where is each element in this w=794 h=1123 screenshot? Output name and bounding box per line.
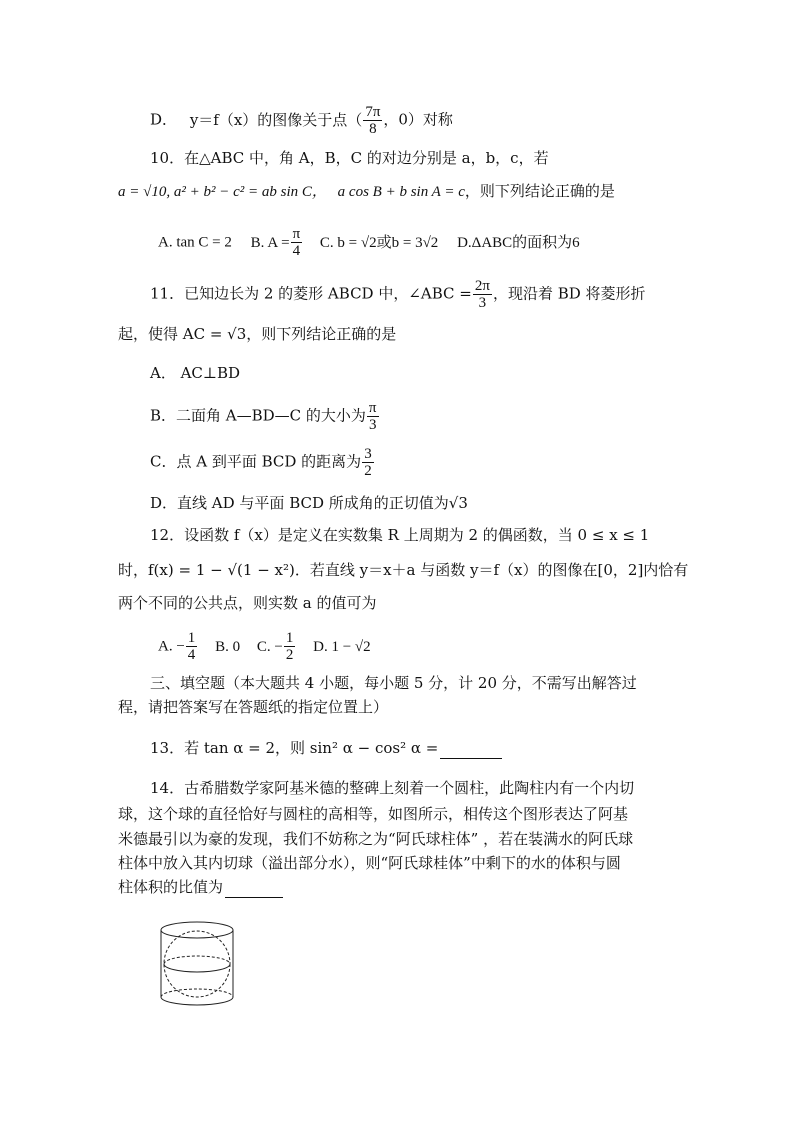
q10-cond2: a cos B + b sin A = c bbox=[337, 184, 465, 200]
q14-line1: 14．古希腊数学家阿基米德的整碑上刻着一个圆柱，此陶柱内有一个内切 bbox=[150, 779, 635, 797]
q11-optc-lead: C．点 A 到平面 BCD 的距离为 bbox=[150, 452, 362, 471]
q12-opta-frac bbox=[186, 630, 198, 663]
q12-optc-num: 1 bbox=[285, 630, 294, 646]
q12-option-b: B. 0 bbox=[215, 638, 241, 655]
q10-option-b-frac bbox=[291, 226, 303, 259]
sphere-equator-front bbox=[164, 964, 230, 972]
q12-optc-lead: C. − bbox=[256, 638, 283, 655]
q10-cond-tail: ，则下列结论正确的是 bbox=[464, 182, 615, 200]
q9-frac-den: 8 bbox=[369, 121, 377, 137]
q14-line5 bbox=[118, 877, 283, 898]
q11-line1-lead: 11．已知边长为 2 的菱形 ABCD 中，∠ABC = bbox=[150, 284, 472, 303]
q9-optd-lead: y＝f（x）的图像关于点（ bbox=[189, 110, 363, 129]
q12-opta-den: 4 bbox=[187, 647, 196, 663]
q14-answer-blank bbox=[225, 877, 283, 898]
cylinder-bottom-front bbox=[161, 997, 233, 1005]
q14-line4: 柱体中放入其内切球（溢出部分水），则“阿氏球桂体”中剩下的水的体积与圆 bbox=[118, 854, 621, 872]
cylinder-top-ellipse bbox=[161, 922, 233, 938]
q11-optc-num: 3 bbox=[364, 446, 372, 462]
q12-option-d: D. 1 − √2 bbox=[313, 638, 371, 655]
q11-line1-tail: ，现沿着 BD 将菱形折 bbox=[492, 284, 646, 303]
q9-optd-fraction bbox=[363, 104, 382, 137]
q11-stem-line1 bbox=[150, 278, 646, 311]
q11-optc-frac bbox=[362, 446, 374, 479]
q11-frac-num: 2π bbox=[474, 278, 490, 294]
q12-stem-line1: 12．设函数 f（x）是定义在实数集 R 上周期为 2 的偶函数，当 0 ≤ x ≤ 1 bbox=[150, 526, 650, 544]
q9-optd-tail: ，0）对称 bbox=[383, 110, 453, 129]
q10-stem-line2 bbox=[118, 181, 615, 202]
q11-optb-den: 3 bbox=[368, 417, 377, 433]
cylinder-sphere-figure bbox=[155, 918, 245, 1010]
q11-option-a: A． AC⊥BD bbox=[150, 364, 241, 382]
q10-option-a: A. tan C = 2 bbox=[158, 234, 232, 251]
q11-line1-frac bbox=[473, 278, 492, 311]
q13-line bbox=[150, 738, 502, 759]
q10-optb-num: π bbox=[292, 226, 301, 242]
q12-opta-num: 1 bbox=[187, 630, 196, 646]
q10-cond1: a = √10, a² + b² − c² = ab sin C， bbox=[118, 184, 327, 200]
q12-opta-lead: A. − bbox=[158, 638, 185, 655]
sphere-equator-back bbox=[164, 956, 230, 964]
q12-options bbox=[158, 630, 371, 663]
q11-optc-den: 2 bbox=[364, 463, 372, 479]
q14-line3: 米德最引以为豪的发现，我们不妨称之为“阿氏球柱体” ，若在装满水的阿氏球 bbox=[118, 830, 634, 848]
q14-line5-text: 柱体积的比值为 bbox=[118, 878, 224, 896]
q10-optb-den: 4 bbox=[292, 243, 301, 259]
q11-option-d: D．直线 AD 与平面 BCD 所成角的正切值为√3 bbox=[150, 494, 468, 512]
q10-stem-line1: 10．在△ABC 中，角 A，B，C 的对边分别是 a，b，c，若 bbox=[150, 149, 549, 167]
q9-option-d bbox=[150, 104, 453, 137]
cylinder-bottom-back bbox=[161, 989, 233, 997]
q10-option-d: D.ΔABC的面积为6 bbox=[457, 234, 580, 251]
q11-optb-frac bbox=[367, 400, 379, 433]
q11-optb-lead: B．二面角 A—BD—C 的大小为 bbox=[150, 406, 366, 425]
section3-heading-line1: 三、填空题（本大题共 4 小题，每小题 5 分，计 20 分，不需写出解答过 bbox=[150, 674, 637, 692]
q12-optc-den: 2 bbox=[285, 647, 294, 663]
q11-frac-den: 3 bbox=[478, 295, 487, 311]
q14-line2: 球，这个球的直径恰好与圆柱的高相等，如图所示，相传这个图形表达了阿基 bbox=[118, 805, 629, 823]
inscribed-sphere bbox=[164, 931, 230, 997]
q10-option-b-lead: B. A = bbox=[250, 234, 290, 251]
q10-options bbox=[158, 226, 580, 259]
q11-option-c bbox=[150, 446, 375, 479]
q13-answer-blank bbox=[440, 738, 502, 759]
section3-heading-line2: 程，请把答案写在答题纸的指定位置上） bbox=[118, 698, 389, 716]
q9-optd-label: D． bbox=[150, 110, 178, 129]
q12-stem-line2: 时，f(x) = 1 − √(1 − x²)．若直线 y＝x＋a 与函数 y＝f（x）的图像在[0，2]内恰有 bbox=[118, 561, 689, 579]
q11-stem-line2: 起，使得 AC = √3，则下列结论正确的是 bbox=[118, 325, 397, 343]
q9-frac-num: 7π bbox=[365, 104, 381, 120]
q11-option-b bbox=[150, 400, 380, 433]
q12-optc-frac bbox=[284, 630, 296, 663]
q12-stem-line3: 两个不同的公共点，则实数 a 的值可为 bbox=[118, 594, 377, 612]
q13-text: 13．若 tan α = 2，则 sin² α − cos² α = bbox=[150, 739, 439, 757]
q10-option-c: C. b = √2或b = 3√2 bbox=[319, 234, 439, 251]
q11-optb-num: π bbox=[368, 400, 377, 416]
